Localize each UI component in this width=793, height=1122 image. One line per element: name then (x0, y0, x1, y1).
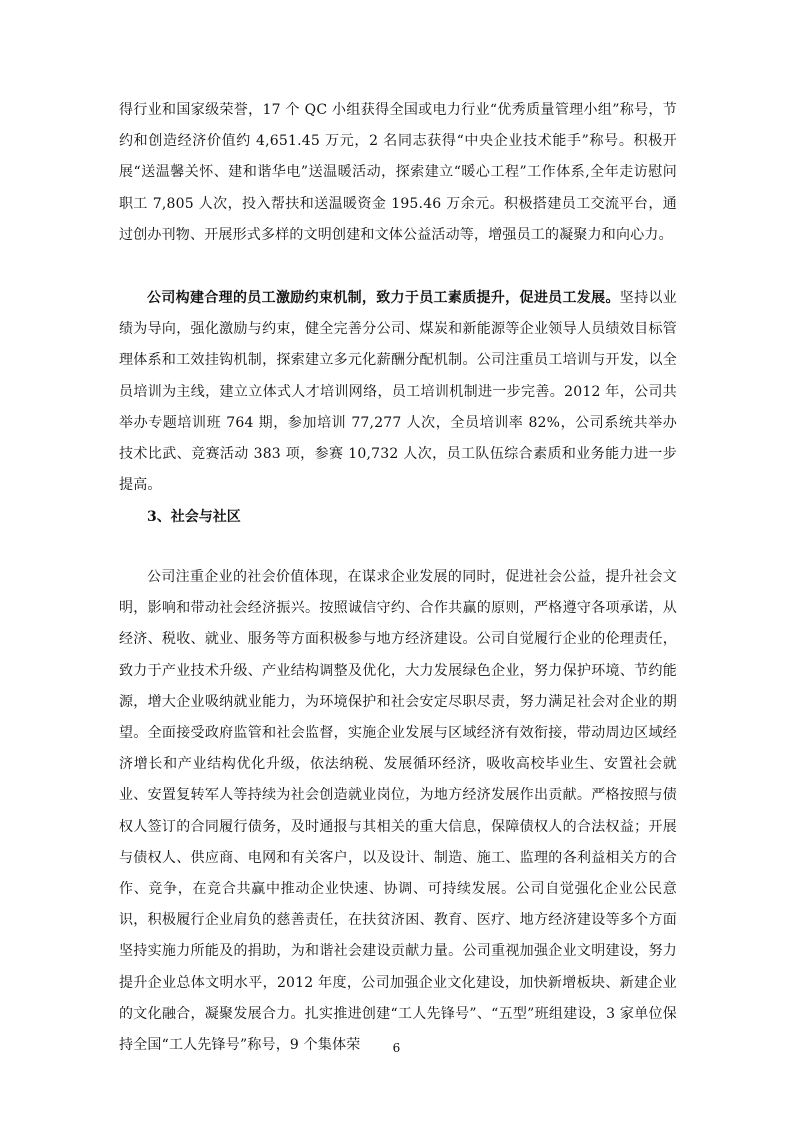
section-heading-society-community: 3、社会与社区 (147, 509, 241, 525)
paragraph-social-value (119, 562, 677, 1061)
paragraph-employee-incentive (119, 283, 677, 501)
paragraph-employee-care (119, 95, 677, 251)
page-number: 6 (392, 1041, 401, 1055)
paragraph-employee-incentive-lead: 公司构建合理的员工激励约束机制，致力于员工素质提升，促进员工发展。 (147, 290, 620, 306)
paragraph-employee-incentive-text: 坚持以业绩为导向，强化激励与约束，健全完善分公司、煤炭和新能源等企业领导人员绩效目标管理体系和工效挂钩机制，探索建立多元化薪酬分配机制。公司注重员工培训与开发，以全员培训为主线，建立立体式人才培训网络，员工培训机制进一步完善。2012 年，公司共举办专题培训班 764 期，参加培训 77,277 人次，全员培训率 82%，公司系统共举办技术比武、竞赛活动 383 项，参赛 10,732 人次，员工队伍综合素质和业务能力进一步提高。 (119, 290, 677, 494)
paragraph-employee-care-text: 得行业和国家级荣誉，17 个 QC 小组获得全国或电力行业“优秀质量管理小组”称号，节约和创造经济价值约 4,651.45 万元，2 名同志获得“中央企业技术能手”称号。积极开展“送温馨关怀、建和谐华电”送温暖活动，探索建立“暖心工程”工作体系,全年走访慰问职工 7,805 人次，投入帮扶和送温暖资金 195.46 万余元。积极搭建员工交流平台，通过创办刊物、开展形式多样的文明创建和文体公益活动等，增强员工的凝聚力和向心力。 (119, 102, 677, 243)
paragraph-social-value-text: 公司注重企业的社会价值体现，在谋求企业发展的同时，促进社会公益，提升社会文明，影响和带动社会经济振兴。按照诚信守约、合作共赢的原则，严格遵守各项承诺，从经济、税收、就业、服务等方面积极参与地方经济建设。公司自觉履行企业的伦理责任，致力于产业技术升级、产业结构调整及优化，大力发展绿色企业，努力保护环境、节约能源，增大企业吸纳就业能力，为环境保护和社会安定尽职尽责，努力满足社会对企业的期望。全面接受政府监管和社会监督，实施企业发展与区域经济有效衔接，带动周边区域经济增长和产业结构优化升级，依法纳税、发展循环经济，吸收高校毕业生、安置社会就业、安置复转军人等持续为社会创造就业岗位，为地方经济发展作出贡献。严格按照与债权人签订的合同履行债务，及时通报与其相关的重大信息，保障债权人的合法权益；开展与债权人、供应商、电网和有关客户，以及设计、制造、施工、监理的各利益相关方的合作、竞争，在竞合共赢中推动企业快速、协调、可持续发展。公司自觉强化企业公民意识，积极履行企业肩负的慈善责任，在扶贫济困、教育、医疗、地方经济建设等多个方面坚持实施力所能及的捐助，为和谐社会建设贡献力量。公司重视加强企业文明建设，努力提升企业总体文明水平，2012 年度，公司加强企业文化建设，加快新增板块、新建企业的文化融合，凝聚发展合力。扎实推进创建“工人先锋号”、“五型”班组建设，3 家单位保持全国“工人先锋号”称号，9 个集体荣 (119, 569, 677, 1054)
